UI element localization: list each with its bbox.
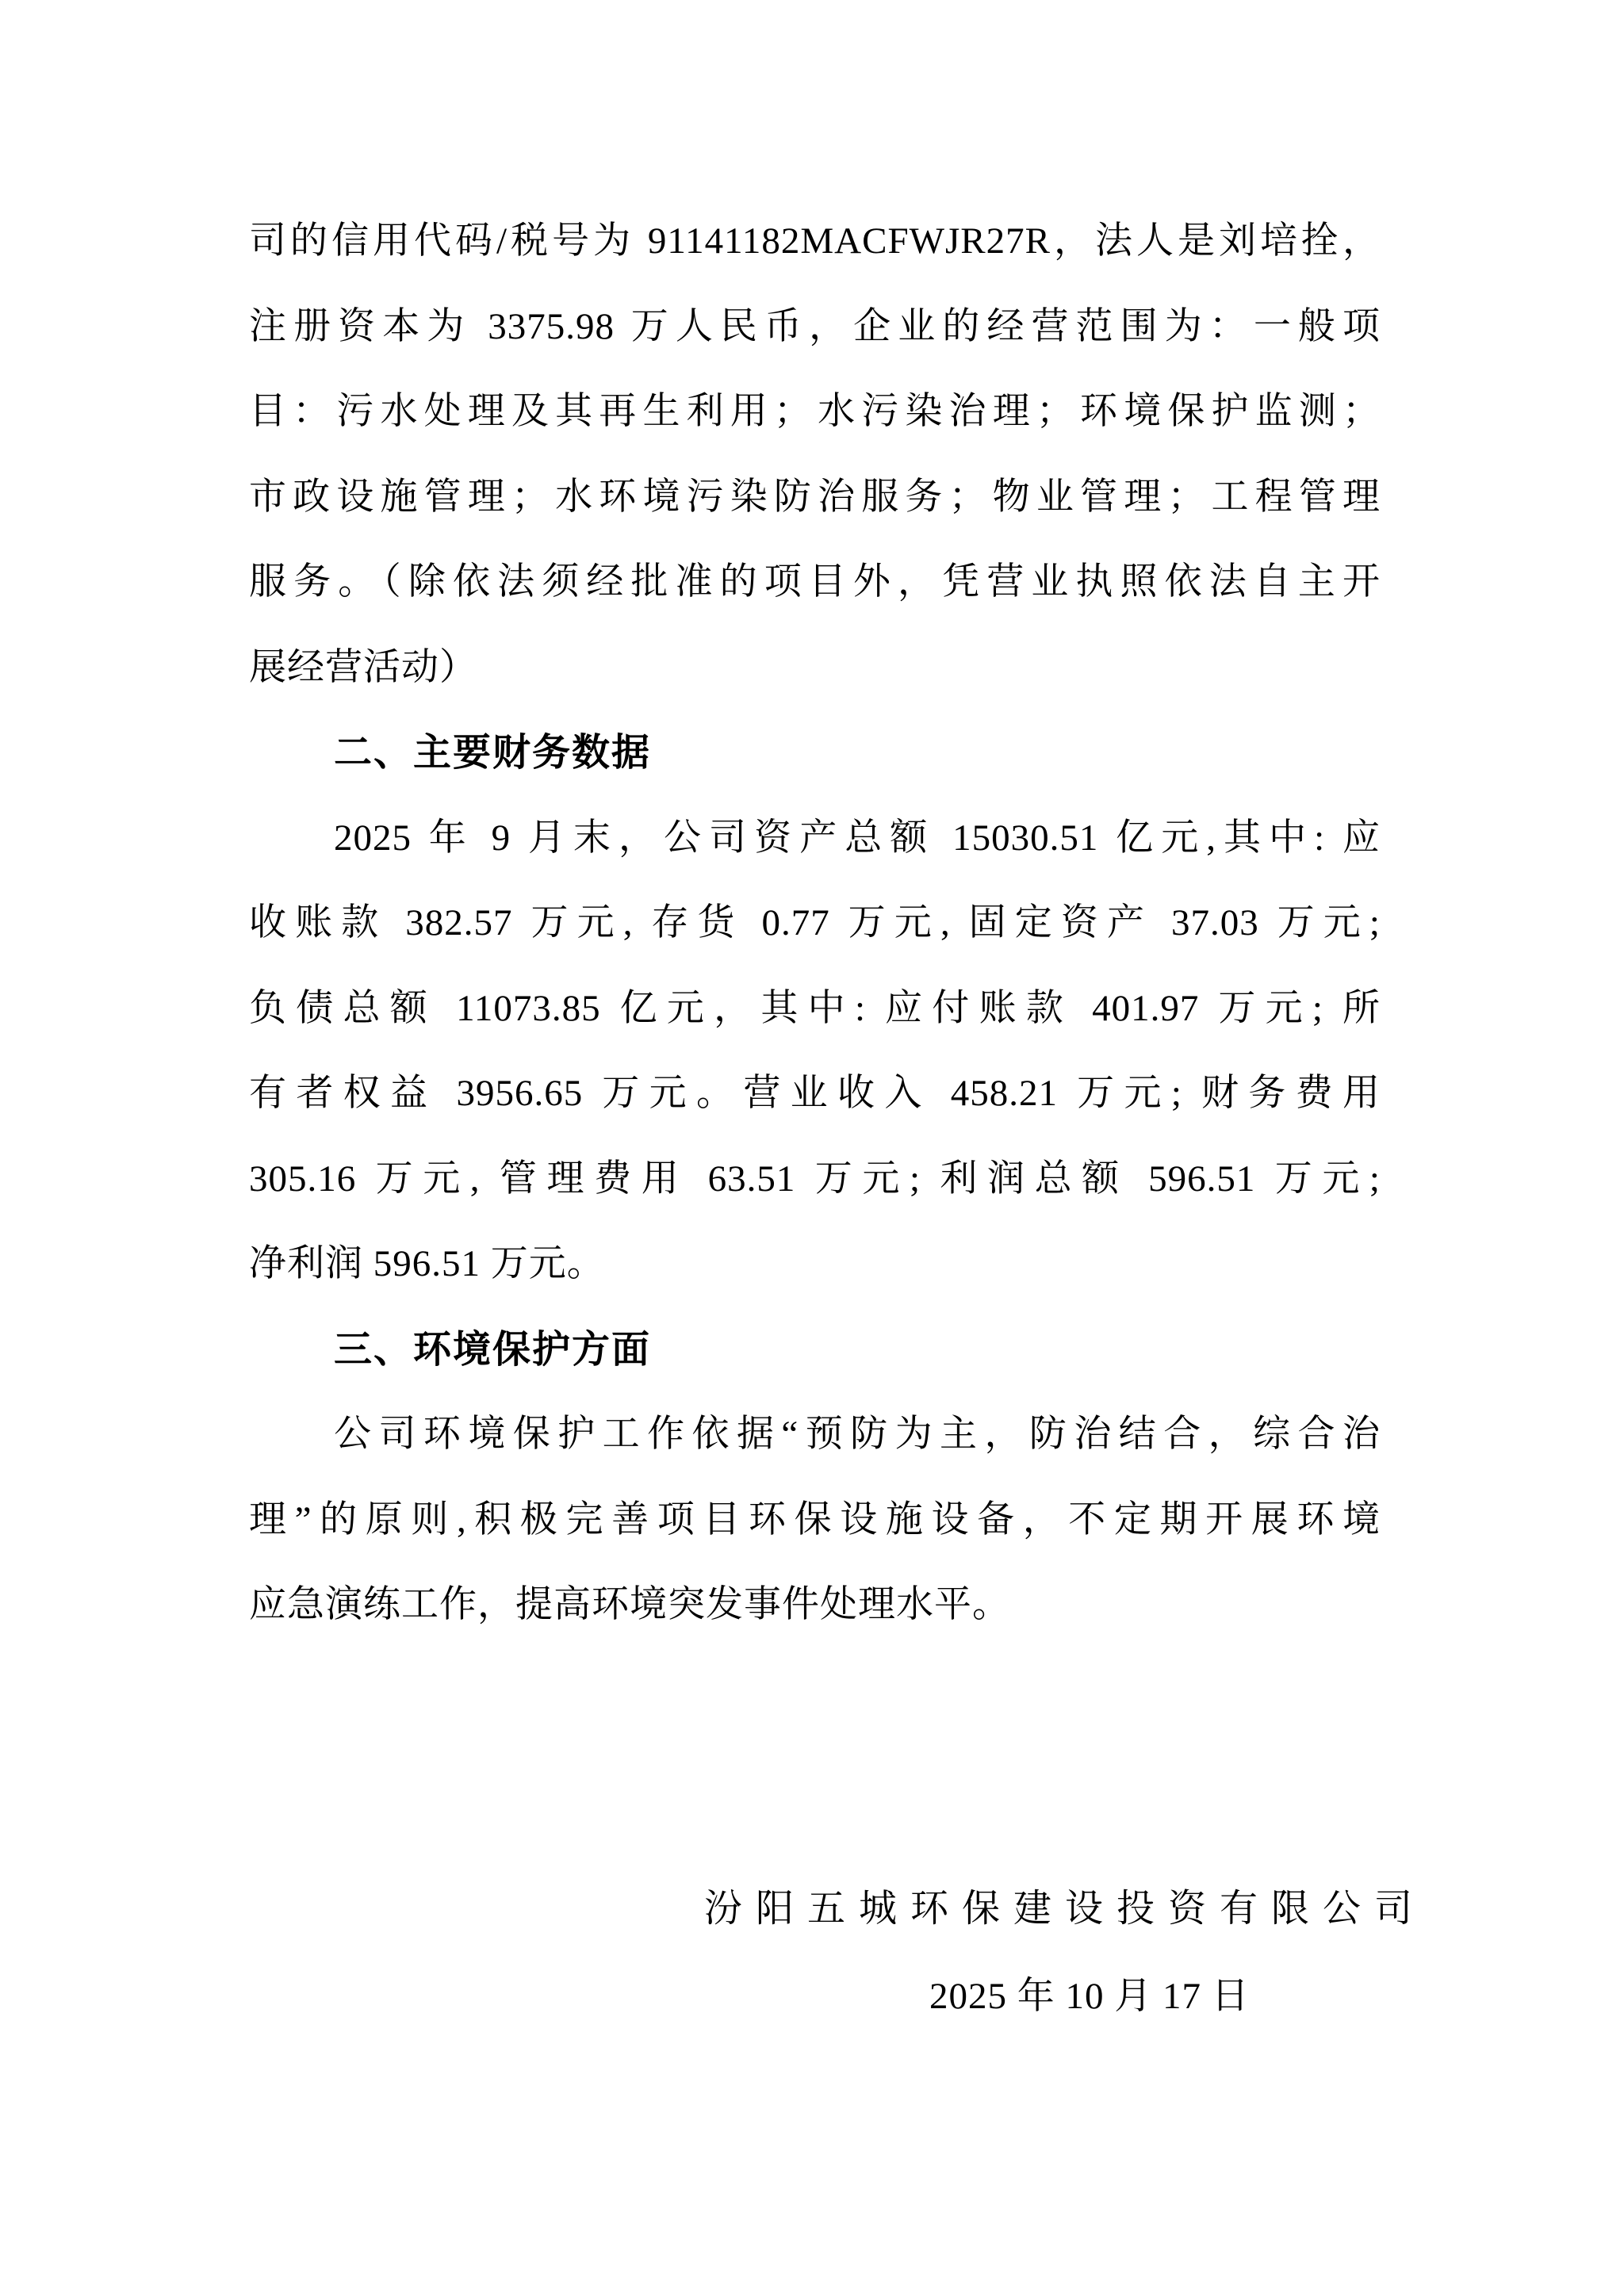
body-line: 公司环境保护工作依据“预防为主，防治结合，综合治 [334,1414,1381,1455]
signature-date: 2025 年 10 月 17 日 [929,1976,1250,2017]
body-line: 净利润 596.51 万元。 [249,1243,605,1284]
section-heading-environment: 三、环境保护方面 [334,1328,652,1371]
body-line: 注册资本为 3375.98 万人民币，企业的经营范围为：一般项 [249,305,1381,347]
body-line: 应急演练工作，提高环境突发事件处理水平。 [249,1584,1010,1625]
body-line: 市政设施管理；水环境污染防治服务；物业管理；工程管理 [249,476,1381,518]
body-line: 收账款 382.57 万元, 存货 0.77 万元, 固定资产 37.03 万元; [249,902,1381,943]
body-line: 305.16 万元, 管理费用 63.51 万元; 利润总额 596.51 万元; [249,1158,1381,1200]
body-line: 理”的原则,积极完善项目环保设施设备，不定期开展环境 [249,1498,1381,1540]
body-line: 服务。（除依法须经批准的项目外，凭营业执照依法自主开 [249,561,1381,603]
document-text-block [249,199,1381,1648]
signature-company-name: 汾阳五城环保建设投资有限公司 [704,1888,1427,1930]
body-line: 负债总额 11073.85 亿元，其中: 应付账款 401.97 万元; 所 [249,987,1381,1029]
body-line: 2025 年 9 月末，公司资产总额 15030.51 亿元,其中: 应 [334,817,1381,859]
section-heading-finance: 二、主要财务数据 [334,732,652,774]
body-line: 司的信用代码/税号为 91141182MACFWJR27R，法人是刘培拴， [249,220,1381,262]
body-line: 有者权益 3956.65 万元。营业收入 458.21 万元; 财务费用 [249,1073,1381,1114]
body-line: 目：污水处理及其再生利用；水污染治理；环境保护监测； [249,391,1381,432]
body-line: 展经营活动） [249,646,477,688]
